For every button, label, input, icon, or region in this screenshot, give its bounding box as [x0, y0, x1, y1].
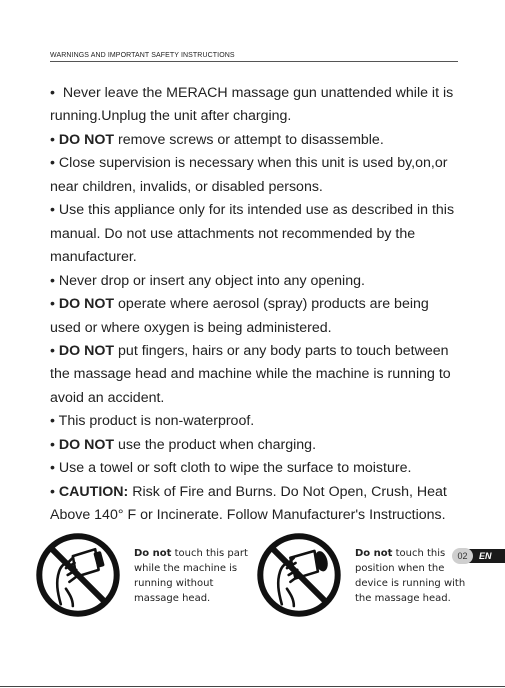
footer-divider	[0, 686, 505, 687]
instruction-emphasis: DO NOT	[58, 131, 115, 148]
warning-figure-no-head	[35, 532, 250, 622]
bullet: •	[50, 296, 55, 313]
instruction-item	[50, 199, 462, 269]
bullet: •	[50, 342, 55, 359]
instruction-item	[50, 434, 462, 457]
bullet: •	[50, 131, 55, 148]
instruction-list	[50, 82, 462, 528]
no-touch-icon	[35, 532, 121, 618]
instruction-text: Never leave the MERACH massage gun unattended while it is running.Unplug the unit after charging.	[50, 85, 454, 125]
bullet: •	[50, 155, 55, 172]
bullet: •	[50, 436, 55, 453]
warning-emphasis: Do not	[355, 548, 393, 559]
language-tab: EN	[466, 549, 505, 563]
instruction-item	[50, 152, 462, 199]
instruction-text: Never drop or insert any object into any opening.	[58, 272, 365, 289]
instruction-text: operate where aerosol (spray) products are being used or where oxygen is being administered.	[50, 296, 429, 336]
bullet: •	[50, 272, 55, 289]
warning-caption	[134, 546, 252, 606]
header-divider	[50, 61, 458, 62]
warning-figure-with-head	[256, 532, 471, 622]
instruction-text: Use this appliance only for its intended use as described in this manual. Do not use attachments not recommended by the manufacturer.	[50, 202, 455, 266]
instruction-item	[50, 340, 462, 410]
instruction-item	[50, 129, 462, 152]
bullet: •	[50, 460, 55, 477]
instruction-emphasis: DO NOT	[58, 342, 115, 359]
instruction-item	[50, 293, 462, 340]
page-number: 02	[452, 548, 473, 564]
instruction-item	[50, 410, 462, 433]
instruction-emphasis: CAUTION:	[58, 483, 129, 500]
no-touch-icon	[256, 532, 342, 618]
bullet: •	[50, 413, 55, 430]
warning-text: touch this part while the machine is running without massage head.	[134, 548, 248, 604]
instruction-item	[50, 457, 462, 480]
instruction-item	[50, 270, 462, 293]
instruction-text: remove screws or attempt to disassemble.	[118, 131, 384, 148]
warning-text: touch this position when the device is running with the massage head.	[355, 548, 466, 604]
instruction-emphasis: DO NOT	[58, 436, 115, 453]
page-header-title: WARNINGS AND IMPORTANT SAFETY INSTRUCTIONS	[50, 52, 235, 59]
instruction-text: use the product when charging.	[118, 436, 317, 453]
bullet: •	[50, 202, 55, 219]
page-badge	[452, 548, 505, 564]
instruction-text: Close supervision is necessary when this unit is used by,on,or near children, invalids, or disabled persons.	[50, 155, 448, 195]
instruction-emphasis: DO NOT	[58, 296, 115, 313]
warning-emphasis: Do not	[134, 548, 172, 559]
instruction-text: put fingers, hairs or any body parts to touch between the massage head and machine while the machine is running to avoid an accident.	[50, 342, 451, 406]
bullet: •	[50, 85, 55, 101]
instruction-item	[50, 82, 462, 129]
instruction-item	[50, 481, 462, 528]
instruction-text: This product is non-waterproof.	[58, 413, 255, 430]
instruction-text: Risk of Fire and Burns. Do Not Open, Crush, Heat Above 140° F or Incinerate. Follow Manufacturer's Instructions.	[50, 483, 447, 524]
instruction-text: Use a towel or soft cloth to wipe the surface to moisture.	[58, 460, 412, 477]
bullet: •	[50, 483, 55, 500]
